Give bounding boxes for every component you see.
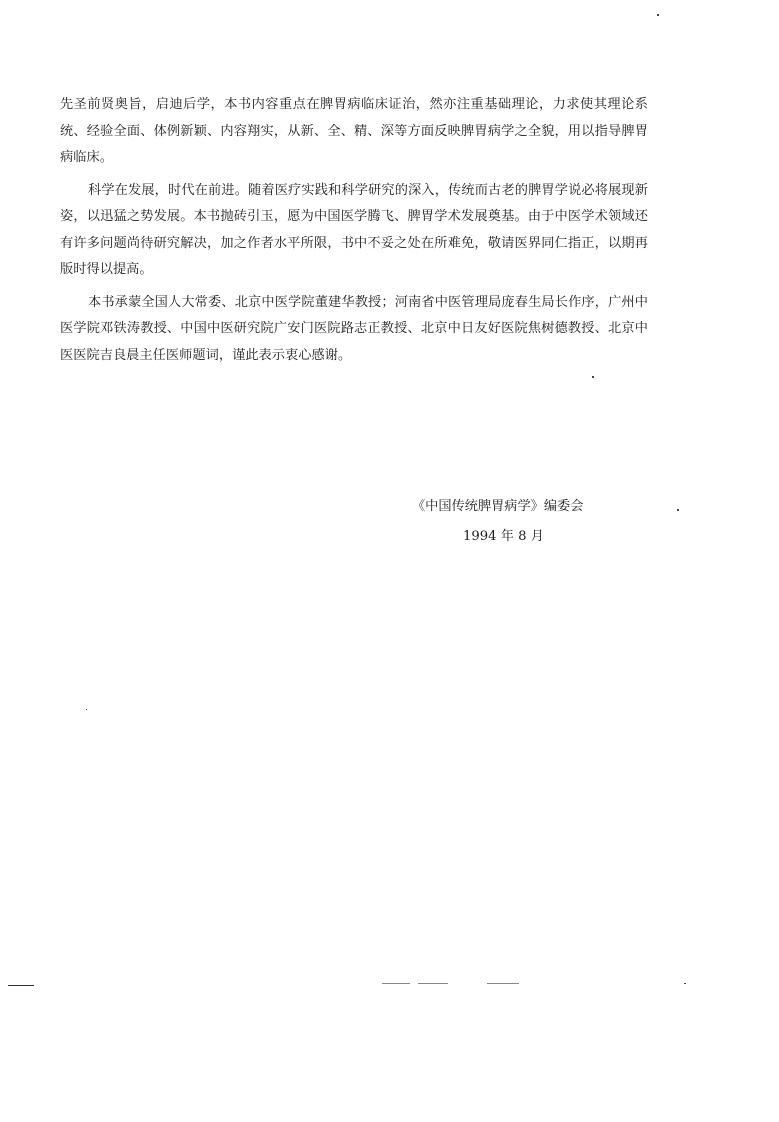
paragraph-1: 先圣前贤奥旨，启迪后学，本书内容重点在脾胃病临床证治，然亦注重基础理论，力求使其理论系统、经验全面、体例新颖、内容翔实，从新、全、精、深等方面反映脾胃病学之全貌，用以指导脾胃病临床。 xyxy=(60,97,648,165)
scan-line xyxy=(487,983,519,984)
paragraph-2: 科学在发展，时代在前进。随着医疗实践和科学研究的深入，传统而古老的脾胃学说必将展现新姿，以迅猛之势发展。本书抛砖引玉，愿为中国医学腾飞、脾胃学术发展奠基。由于中医学术领域还有许多问题尚待研究解决，加之作者水平所限，书中不妥之处在所难免，敬请医界同仁指正，以期再版时得以提高。 xyxy=(60,182,648,277)
scan-line xyxy=(8,985,34,986)
scan-line xyxy=(382,983,410,984)
signature-date: 1994 年 8 月 xyxy=(463,529,544,544)
scan-speck xyxy=(677,509,679,511)
scan-speck xyxy=(684,983,686,984)
signature-organization: 《中国传统脾胃病学》编委会 xyxy=(412,499,584,514)
scan-speck xyxy=(592,376,594,378)
preface-body xyxy=(60,92,648,375)
paragraph-3: 本书承蒙全国人大常委、北京中医学院董建华教授；河南省中医管理局庞春生局长作序，广州中医学院邓铁涛教授、中国中医研究院广安门医院路志正教授、北京中日友好医院焦树德教授、北京中医医院吉良晨主任医师题词，谨此表示衷心感谢。 xyxy=(60,294,648,363)
scan-line xyxy=(418,983,448,984)
scan-speck xyxy=(86,709,87,710)
scan-speck xyxy=(657,14,659,16)
